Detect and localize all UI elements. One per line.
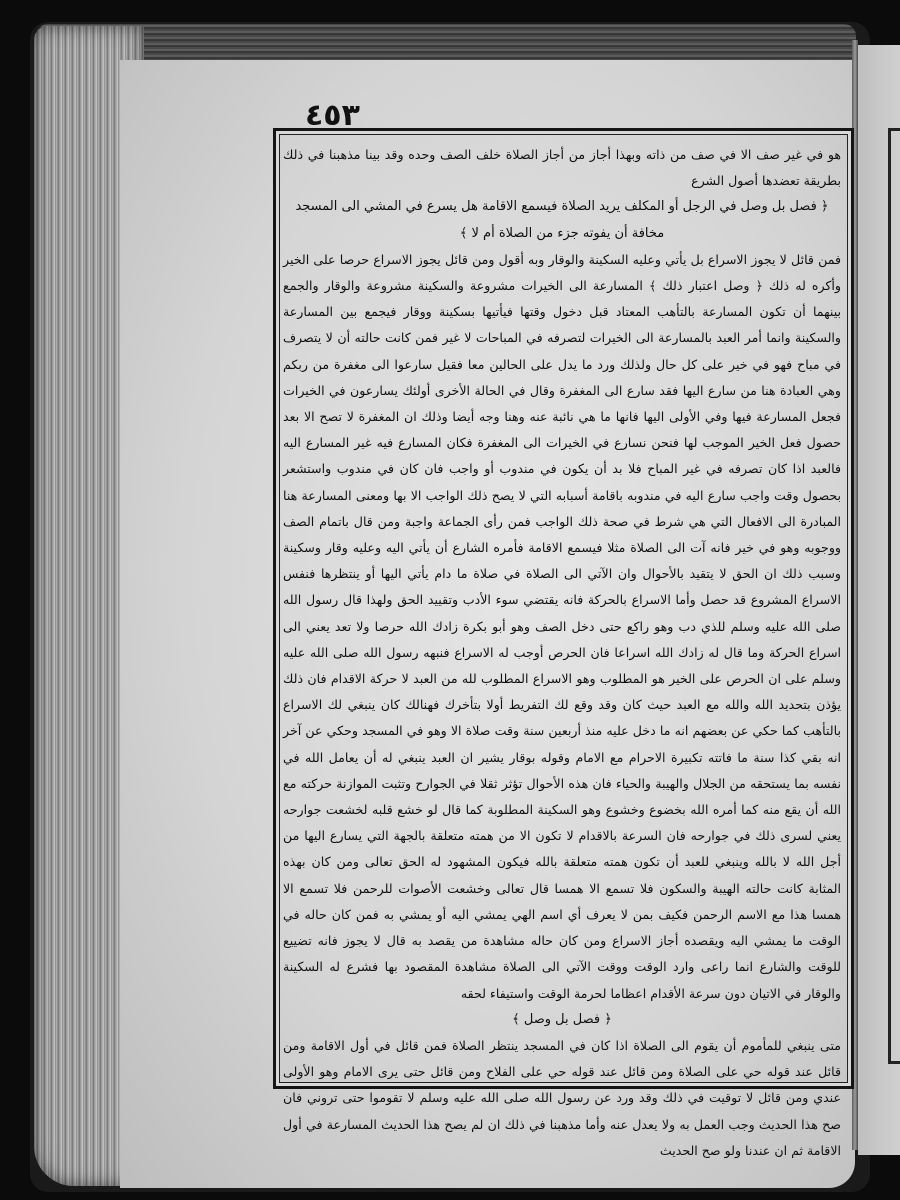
facing-page-frame [888,128,900,1064]
paragraph-continuation: هو في غير صف الا في صف من ذاته وبهذا أجاز من أجاز الصلاة خلف الصف وحده وقد بينا مذهبنا في ذلك بطريقة تعضدها أصول الشرع [283,147,841,189]
page-text [283,142,841,1158]
paragraph-body: فمن قائل لا يجوز الاسراع بل يأتي وعليه السكينة والوقار وبه أقول ومن قائل يجوز الاسراع حرصا على الخير وأكره له ذلك ﴿ وصل اعتبار ذلك ﴾ المسارعة الى الخيرات مشروعة والسكينة مشروعة والوقار والجمع بينهما أن تكون المسارعة بالتأهب المعتاد قبل دخول وقتها فيأتيها بسكينة ووقار فيجمع بين المسارعة والسكينة وانما أمر العبد بالمسارعة الى الخيرات لتصرفه في المباحات لا غير فمن كانت حالته أن لا يتصرف في مباح فهو في خير على كل حال ولذلك ورد ما يدل على الحالين معا فقيل سارعوا الى مغفرة من ربكم وهي العبادة هنا من سارع اليها فقد سارع الى المغفرة وقال في الحالة الأخرى أولئك يسارعون في الخيرات فجعل المسارعة فيها وفي الأولى اليها فانها ما هي نائبة عنه وهنا وجه أيضا وذلك ان المغفرة لا تصح الا بعد حصول فعل الخير الموجب لها فنحن نسارع في الخيرات الى المغفرة فكان المسارع فيه غير المسارع اليه فالعبد اذا كان تصرفه في غير المباح فلا بد أن يكون في مندوب أو واجب فان كان في مندوب واستشعر بحصول وقت واجب سارع اليه في مندوبه باقامة أسبابه التي لا يصح ذلك الواجب الا بها ومعنى المسارعة هنا المبادرة الى الافعال التي هي شرط في صحة ذلك الواجب فمن رأى الجماعة واجبة ومن قال باتمام الصف ووجوبه وهو في خير فانه آت الى الصلاة مثلا فيسمع الاقامة فأمره الشارع أن يأتي اليه وعليه وقار وسكينة وسبب ذلك ان الحق لا يتقيد بالأحوال وان الآتي الى الصلاة في صلاة ما دام يأتي اليها أو ينتظرها فنفس الاسراع المشروع قد حصل وأما الاسراع بالحركة فانه يقتضي سوء الأدب وتقييد الحق ولهذا قال رسول الله صلى الله عليه وسلم للذي دب وهو راكع حتى دخل الصف وهو أبو بكرة زادك الله حرصا ولا تعد يعني الى اسراع الحركة وما قال له زادك الله اسراعا فان الحرص أوجب له الاسراع فنبهه رسول الله صلى الله عليه وسلم على ان الحرص على الخير هو المطلوب وهو الاسراع المطلوب لله من العبد لا حركة الاقدام فان ذلك يؤذن بتحديد الله والله مع العبد حيث كان وقد وقع لك التفريط أولا بتأخرك فهنالك كان ينبغي لك الاسراع بالتأهب كما حكي عن بعضهم انه ما دخل عليه منذ أربعين سنة وقت صلاة الا وهو في المسجد وحكي عن آخر انه بقي كذا سنة ما فاتته تكبيرة الاحرام مع الامام وقوله بوقار يشير ان العبد ينبغي له أن يعامل الله في نفسه بما يستحقه من الجلال والهيبة والحياء فان هذه الأحوال تؤثر ثقلا في الجوارح وتثبت الموازنة حركته مع الله أن يقع منه كما أمره الله بخضوع وخشوع وهو السكينة المطلوبة كما قال لو خشع قلبه لخشعت جوارحه يعني لسرى ذلك في جوارحه فان السرعة بالاقدام لا تكون الا من همته متعلقة بالجهة التي يسارع اليها من أجل الله لا بالله وينبغي للعبد أن تكون همته متعلقة بالله فيكون المشهود له الحق تعالى ومن كان بهذه المثابة كانت حالته الهيبة والسكون فلا تسمع الا همسا قال تعالى وخشعت الأصوات للرحمن فلا تسمع الا همسا هذا مع الاسم الرحمن فكيف بمن لا يعرف أي اسم الهي يمشي اليه أو يمشي به فمن كان حاله في الوقت ما يمشي اليه ويقصده أجاز الاسراع ومن كان حاله مشاهدة من يقصد به قال لا يجوز فانه تضييع للوقت والشارع انما راعى وارد الوقت ووقت الآتي الى الصلاة مشاهدة المقصود بها فشرع له السكينة والوقار في الاتيان دون سرعة الأقدام اعظاما لحرمة الوقت واستيفاء لحقه [283,251,841,1001]
section-heading: ﴿ فصل بل وصل في الرجل أو المكلف يريد الصلاة فيسمع الاقامة هل يسرع في المشي الى المسجد مخافة أن يفوته جزء من الصلاة أم لا ﴾ [295,199,829,241]
page-number: ٤٥٣ [305,98,360,133]
book-top-edge [36,24,856,64]
section-heading: ﴿ فصل بل وصل ﴾ [512,1011,612,1027]
paragraph-body: متى ينبغي للمأموم أن يقوم الى الصلاة اذا كان في المسجد ينتظر الصلاة فمن قائل في أول الاقامة ومن قائل عند قوله حي على الصلاة ومن قائل عند قوله حي على الفلاح ومن قائل حتى يرى الامام وهو الأولى عندي ومن قائل لا توقيت في ذلك وقد ورد عن رسول الله صلى الله عليه وسلم لا تقوموا حتى تروني فان صح هذا الحديث وجب العمل به ولا يعدل عنه وأما مذهبنا في ذلك ان لم يصح هذا الحديث المسارعة في أول الاقامة ثم ان عندنا ولو صح الحديث [283,1037,841,1158]
